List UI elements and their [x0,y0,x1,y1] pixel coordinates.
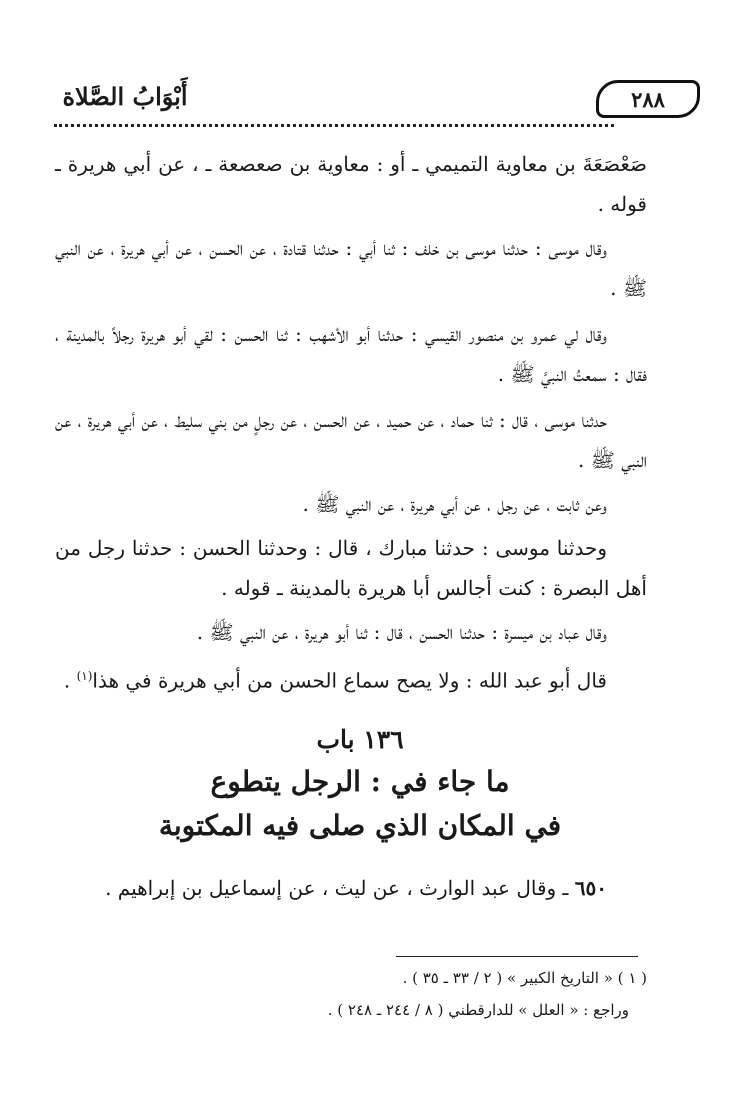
chapter-number: ١٣٦ باب [316,725,404,754]
footnotes [55,962,647,1026]
hadith-entry [55,868,647,908]
footnote-ref: (١) [76,669,93,683]
chapter-title-line-2: في المكان الذي صلى فيه المكتوبة [158,809,562,842]
main-text [55,144,647,701]
page-number: ٢٨٨ [596,80,700,118]
paragraph: وقال موسى : حدثنا موسى بن خلف : ثنا أبي : حدثنا قتادة ، عن الحسن ، عن أبي هريرة ، عن النبي ﷺ . [55,236,647,300]
paragraph-text: قال أبو عبد الله : ولا يصح سماع الحسن من أبي هريرة في هذا [92,668,607,693]
paragraph: حدثنا موسى ، قال : ثنا حماد ، عن حميد ، عن الحسن ، عن رجلٍ من بني سليط ، عن أبي هريرة ، عن النبي ﷺ . [55,408,647,472]
hadith-paragraph [55,868,647,908]
footnote-divider [396,956,638,957]
paragraph: صَعْصَعَةَ بن معاوية التميمي ـ أو : معاوية بن صعصعة ـ ، عن أبي هريرة ـ قوله . [55,152,647,216]
paragraph-end: . [63,668,77,693]
paragraph: وقال عباد بن ميسرة : حدثنا الحسن ، قال : ثنا أبو هريرة ، عن النبي ﷺ . [196,620,607,644]
paragraph: وقال لي عمرو بن منصور القيسي : حدثنا أبو الأشهب : ثنا الحسن : لقي أبو هريرة رجلاً بالمدينة ، فقال : سمعتُ النبيَّ ﷺ . [55,322,647,386]
chapter-title-line-1: ما جاء في : الرجل يتطوع [210,765,510,798]
footnote: وراجع : « العلل » للدارقطني ( ٨ / ٢٤٤ ـ ٢٤٨ ) . [327,1001,629,1019]
chapter-heading [60,720,660,848]
hadith-number: ٦٥٠ [574,876,607,900]
paragraph: وعن ثابت ، عن رجل ، عن أبي هريرة ، عن النبي ﷺ . [302,492,607,516]
footnote: ( ١ ) « التاريخ الكبير » ( ٢ / ٣٣ ـ ٣٥ ) . [402,969,647,987]
paragraph [55,656,647,701]
paragraph: وحدثنا موسى : حدثنا مبارك ، قال : وحدثنا الحسن : حدثنا رجل من أهل البصرة : كنت أجالس أبا هريرة بالمدينة ـ قوله . [55,536,647,600]
header-divider [54,124,614,127]
hadith-text: ـ وقال عبد الوارث ، عن ليث ، عن إسماعيل بن إبراهيم . [105,876,575,900]
running-title: أَبْوَابُ الصَّلاة [62,82,188,111]
page-header [40,78,700,126]
